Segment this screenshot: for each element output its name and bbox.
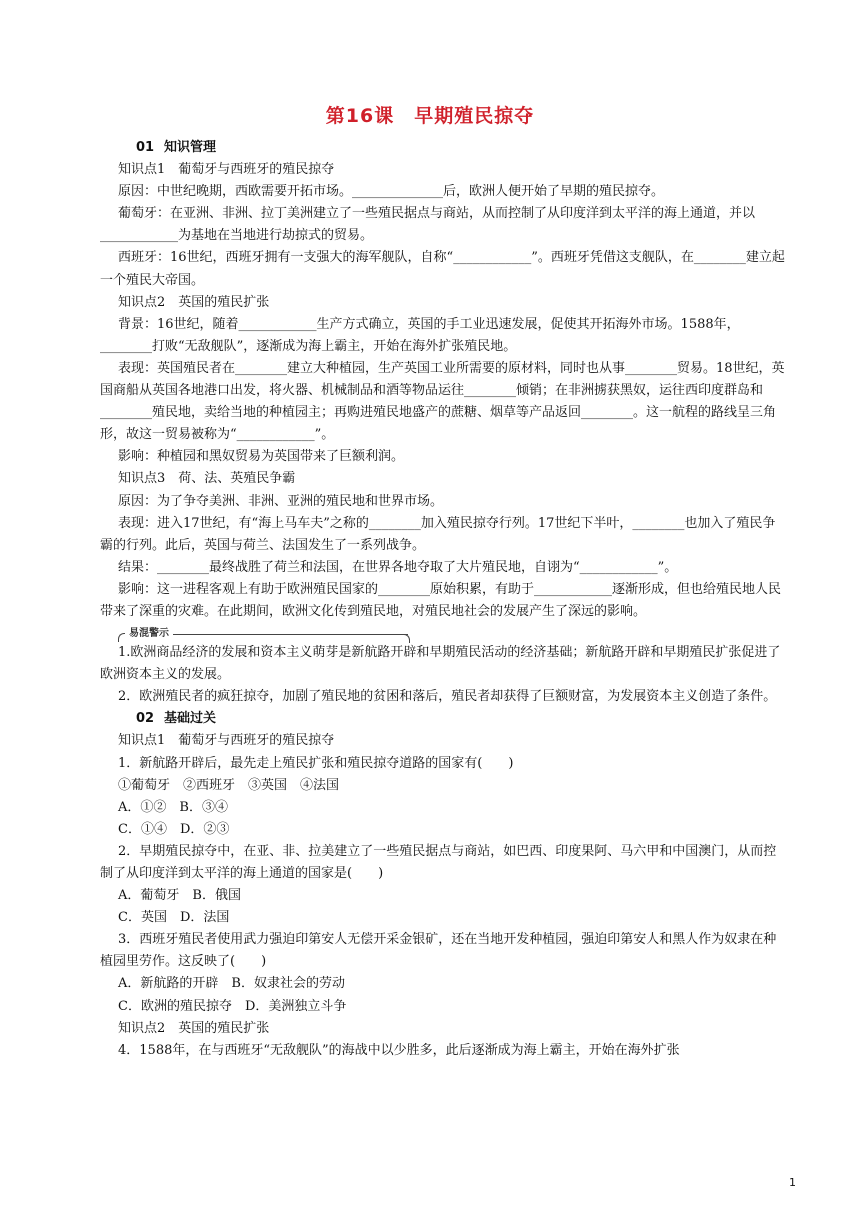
section-number: 01 bbox=[136, 140, 155, 155]
section-heading bbox=[100, 137, 785, 159]
question: 2．早期殖民掠夺中，在亚、非、拉美建立了一些殖民据点与商站，如巴西、印度果阿、马六甲和中国澳门，从而控制了从印度洋到太平洋的海上通道的国家是( ) bbox=[100, 843, 777, 881]
option-line: C．①④ D．②③ bbox=[118, 821, 230, 837]
paragraph: 影响：这一进程客观上有助于欧洲殖民国家的________原始积累，有助于____________逐渐形成，但也给殖民地人民带来了深重的灾难。在此期间，欧洲文化传到殖民地，对殖民地社会的发展产生了深远的影响。 bbox=[100, 581, 782, 619]
knowledge-point-heading: 知识点1 葡萄牙与西班牙的殖民掠夺 bbox=[118, 162, 335, 178]
question: 1．新航路开辟后，最先走上殖民扩张和殖民掠夺道路的国家有( ) bbox=[118, 755, 514, 771]
banner-left-curl bbox=[118, 633, 125, 642]
warning-item: 1.欧洲商品经济的发展和资本主义萌芽是新航路开辟和早期殖民活动的经济基础；新航路开辟和早期殖民扩张促进了欧洲资本主义的发展。 bbox=[100, 645, 781, 683]
option-line: ①葡萄牙 ②西班牙 ③英国 ④法国 bbox=[118, 777, 340, 793]
section-number: 02 bbox=[136, 711, 155, 727]
paragraph: 影响：种植园和黑奴贸易为英国带来了巨额利润。 bbox=[118, 449, 405, 465]
paragraph: 表现：进入17世纪，有“海上马车夫”之称的________加入殖民掠夺行列。17世纪下半叶，________也加入了殖民争霸的行列。此后，英国与荷兰、法国发生了一系列战争。 bbox=[100, 515, 776, 553]
warning-item: 2．欧洲殖民者的疯狂掠夺，加剧了殖民地的贫困和落后，殖民者却获得了巨额财富，为发展资本主义创造了条件。 bbox=[118, 689, 777, 705]
paragraph: 背景：16世纪，随着____________生产方式确立，英国的手工业迅速发展，促使其开拓海外市场。1588年，________打败“无敌舰队”，逐渐成为海上霸主，开始在海外扩张殖民地。 bbox=[100, 316, 740, 354]
knowledge-point-heading: 知识点2 英国的殖民扩张 bbox=[118, 294, 270, 310]
body-text bbox=[100, 137, 785, 1062]
paragraph: 原因：为了争夺美洲、非洲、亚洲的殖民地和世界市场。 bbox=[118, 493, 444, 509]
question: 4．1588年，在与西班牙“无敌舰队”的海战中以少胜多，此后逐渐成为海上霸主，开始在海外扩张 bbox=[118, 1042, 680, 1058]
option-line: A．新航路的开辟 B．奴隶社会的劳动 bbox=[118, 976, 345, 992]
section-heading bbox=[100, 708, 785, 730]
paragraph: 西班牙：16世纪，西班牙拥有一支强大的海军舰队，自称“____________”。西班牙凭借这支舰队，在________建立起一个殖民大帝国。 bbox=[100, 250, 785, 288]
warning-label: 易混警示 bbox=[129, 628, 169, 640]
option-line: A．①② B．③④ bbox=[118, 799, 228, 815]
question: 3．西班牙殖民者使用武力强迫印第安人无偿开采金银矿，还在当地开发种植园，强迫印第安人和黑人作为奴隶在种植园里劳作。这反映了( ) bbox=[100, 932, 777, 970]
option-line: C．英国 D．法国 bbox=[118, 910, 230, 926]
section-label: 基础过关 bbox=[164, 711, 217, 727]
warning-banner bbox=[118, 626, 408, 642]
page-title: 第16课 早期殖民掠夺 bbox=[325, 105, 535, 127]
knowledge-point-heading: 知识点3 荷、法、英殖民争霸 bbox=[118, 471, 296, 487]
section-label: 知识管理 bbox=[164, 140, 217, 155]
banner-rule bbox=[173, 634, 408, 635]
option-line: C．欧洲的殖民掠夺 D．美洲独立斗争 bbox=[118, 998, 347, 1014]
paragraph: 葡萄牙：在亚洲、非洲、拉丁美洲建立了一些殖民据点与商站，从而控制了从印度洋到太平洋的海上通道，并以____________为基地在当地进行劫掠式的贸易。 bbox=[100, 206, 756, 244]
knowledge-point-heading: 知识点1 葡萄牙与西班牙的殖民掠夺 bbox=[118, 733, 335, 749]
paragraph: 结果：________最终战胜了荷兰和法国，在世界各地夺取了大片殖民地，自诩为“____________”。 bbox=[118, 559, 678, 575]
paragraph: 表现：英国殖民者在________建立大种植园，生产英国工业所需要的原材料，同时也从事________贸易。18世纪，英国商船从英国各地港口出发，将火器、机械制品和酒等物品运往________倾销；在非洲掳获黑奴，运往西印度群岛和________殖民地，卖给当地的种植园主；再购进殖民地盛产的蔗糖、烟草等产品返回________。这一航程的路线呈三角形，故这一贸易被称为“____________”。 bbox=[100, 360, 785, 443]
paragraph: 原因：中世纪晚期，西欧需要开拓市场。______________后，欧洲人便开始了早期的殖民掠夺。 bbox=[118, 184, 665, 200]
option-line: A．葡萄牙 B．俄国 bbox=[118, 888, 241, 904]
knowledge-point-heading: 知识点2 英国的殖民扩张 bbox=[118, 1020, 270, 1036]
page-number: 1 bbox=[789, 1176, 796, 1189]
